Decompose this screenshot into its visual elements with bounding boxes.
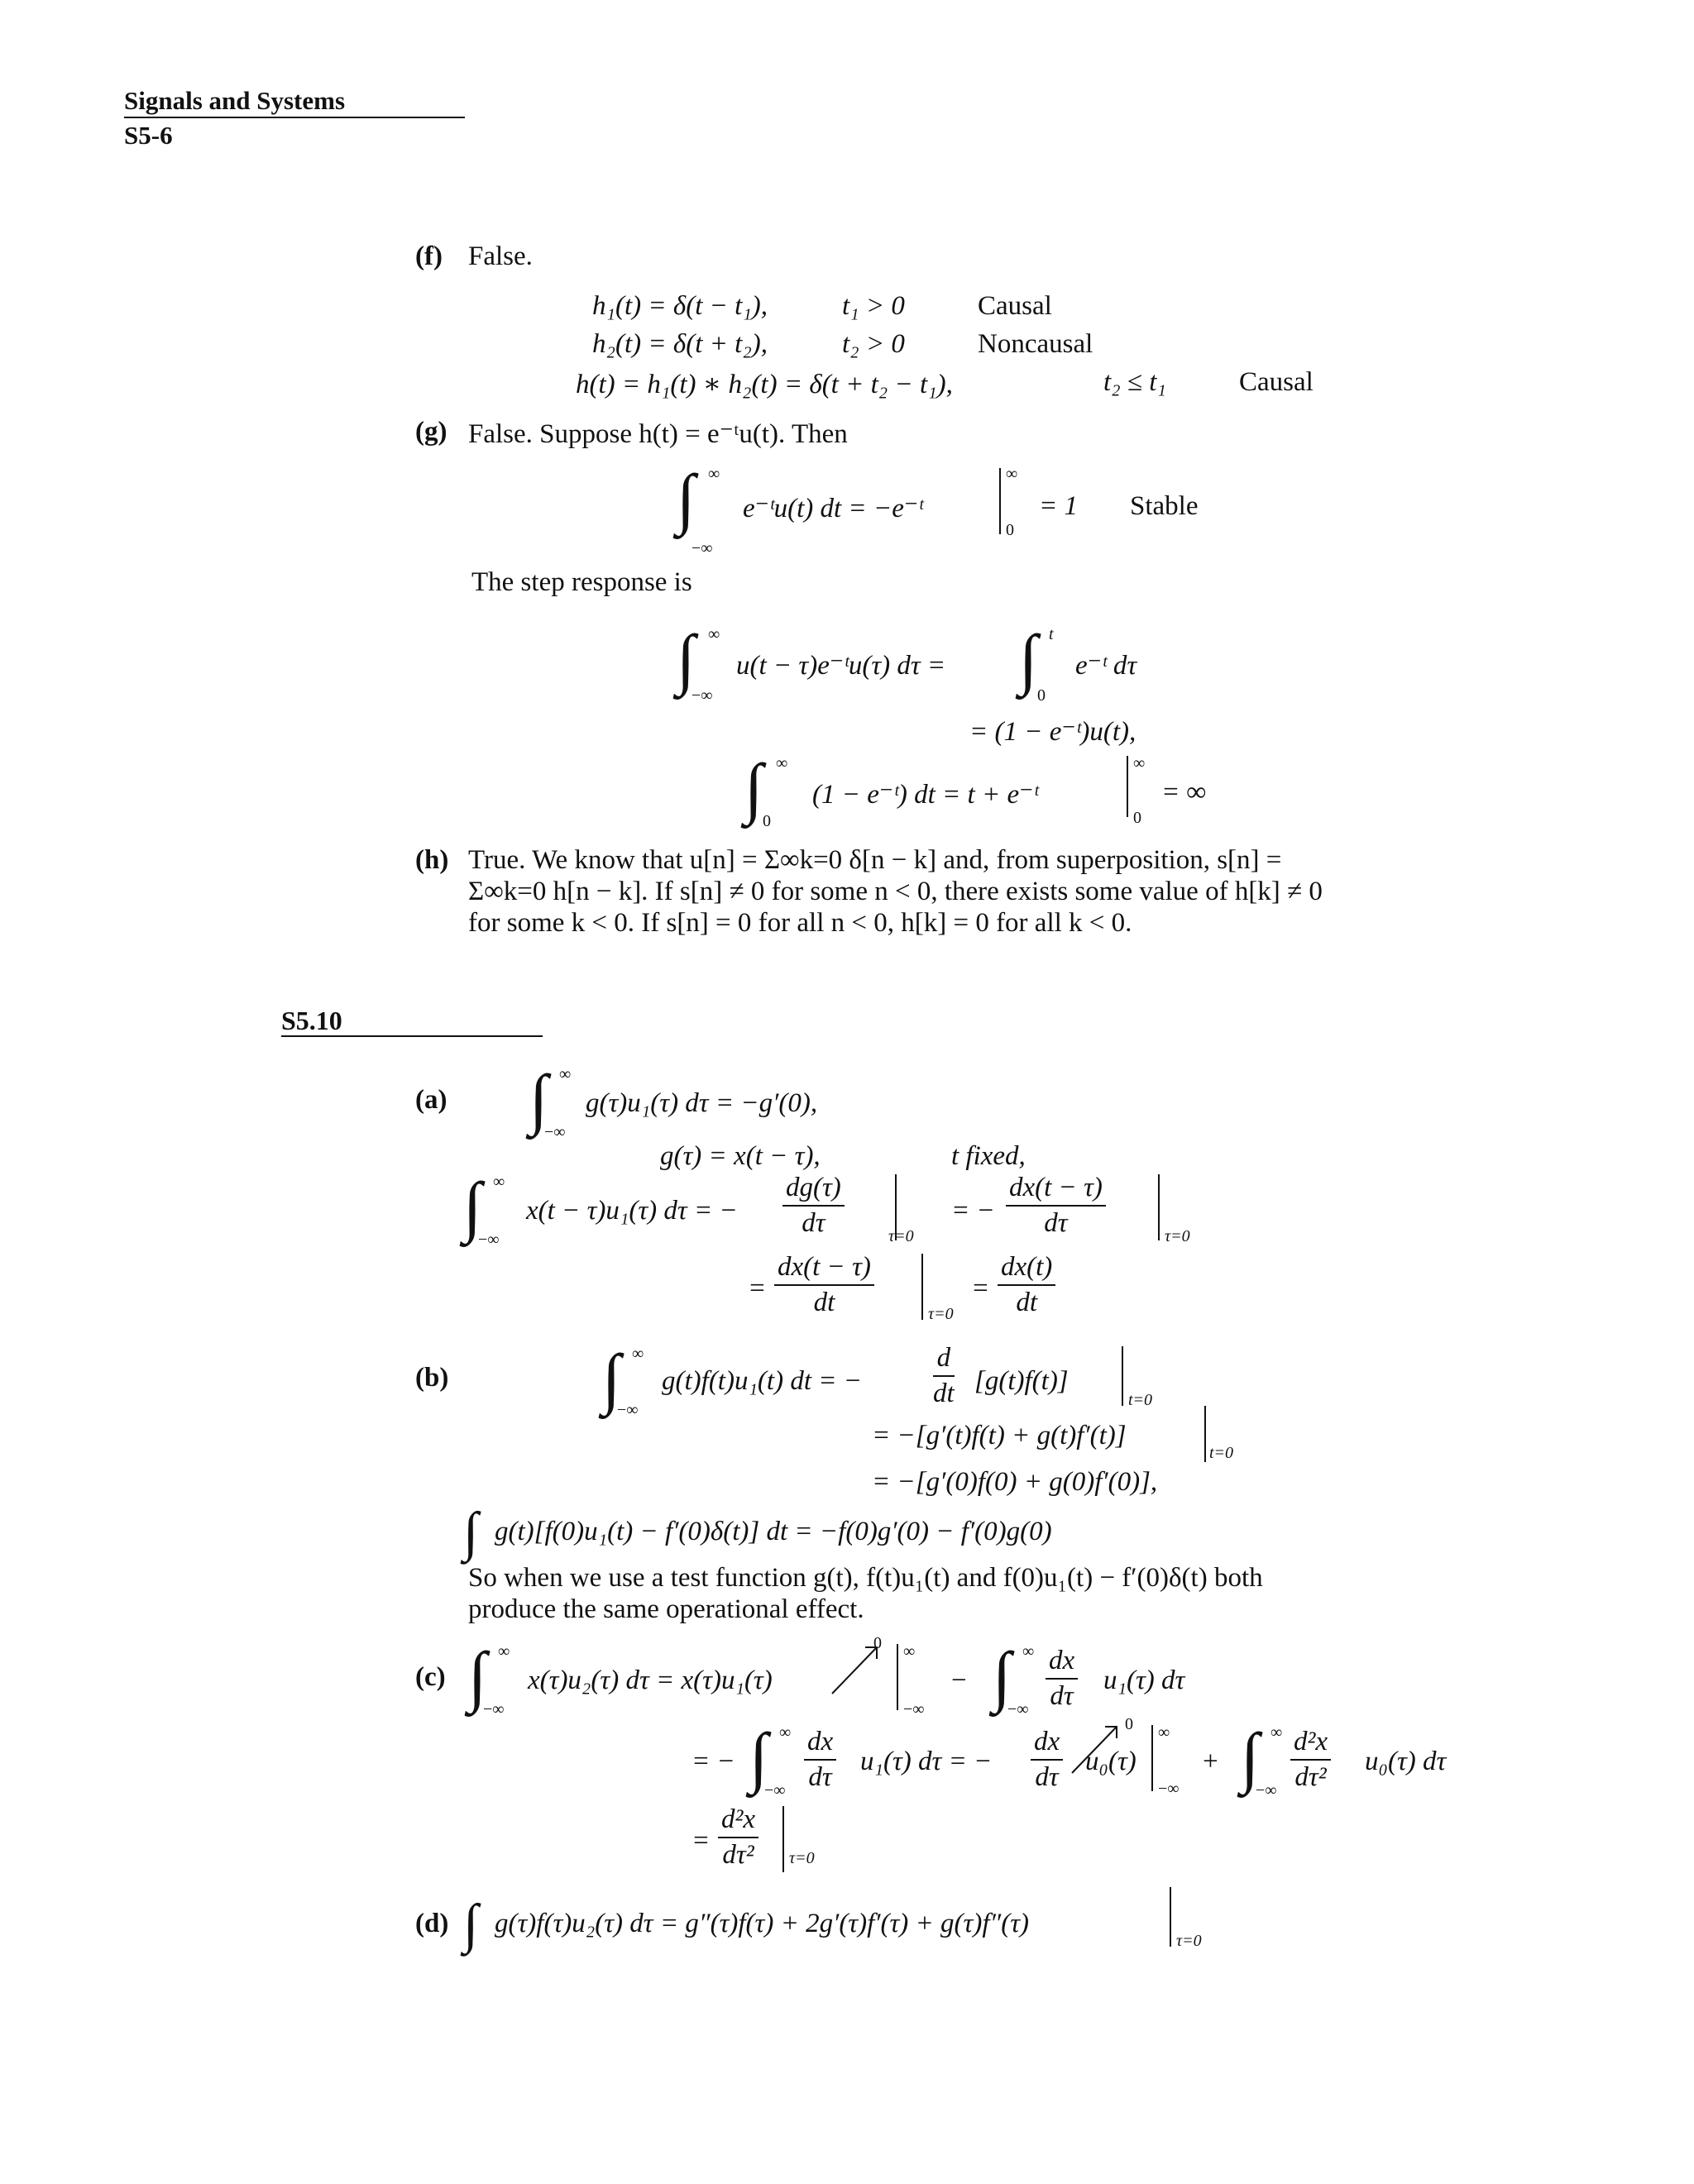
c-int3-lower: −∞ xyxy=(764,1781,786,1799)
part-h-line3: for some k < 0. If s[n] = 0 for all n < 0, h[k] = 0 for all k < 0. xyxy=(468,908,1132,938)
strike-arrow-2 xyxy=(1067,1720,1125,1778)
c-tau0: τ=0 xyxy=(789,1849,815,1867)
c-int4-upper: ∞ xyxy=(1270,1723,1283,1742)
c-frac-3: $\frac{dx}{d\tau}$ xyxy=(1031,1727,1063,1793)
g-eq1-lower: −∞ xyxy=(691,539,713,557)
c-eval-upper-2: ∞ xyxy=(1158,1723,1170,1742)
g-eq4: (1 − e⁻ᵗ) dt = t + e⁻ᵗ xyxy=(812,780,1039,810)
a-eq2: g(τ) = x(t − τ), xyxy=(660,1141,821,1171)
eval-bar xyxy=(897,1644,898,1710)
eval-bar xyxy=(999,468,1001,534)
d-eq1: g(τ)f(τ)u₂(τ) dτ = g″(τ)f(τ) + 2g′(τ)f′(τ) + g(τ)f″(τ) xyxy=(495,1909,1030,1938)
g-eq1-eval-lower: 0 xyxy=(1006,521,1014,539)
section-heading: S5.10 xyxy=(281,1006,342,1035)
header-rule xyxy=(124,117,465,118)
eval-bar xyxy=(1158,1174,1160,1240)
b-eq1: g(t)f(t)u₁(t) dt = − xyxy=(662,1366,863,1396)
c-eq1-rhs: u₁(τ) dτ xyxy=(1103,1665,1185,1695)
g-eq1-result: = 1 xyxy=(1039,491,1079,521)
part-a-label: (a) xyxy=(415,1085,447,1115)
c-frac-4: $\frac{\text{d²x}}{\text{dτ²}}$ xyxy=(1290,1727,1331,1793)
c-zero-2: 0 xyxy=(1125,1715,1133,1733)
a-eq3-upper: ∞ xyxy=(493,1173,505,1191)
eval-bar xyxy=(1151,1725,1153,1791)
part-h-label: (h) xyxy=(415,845,449,875)
c-zero-1: 0 xyxy=(873,1634,882,1652)
f-causal-3: Causal xyxy=(1239,367,1314,397)
b-eq1-rhs: [g(t)f(t)] xyxy=(974,1366,1069,1396)
integral-sign: ∫ xyxy=(744,750,763,825)
a-eq3-lower: −∞ xyxy=(478,1231,500,1249)
c-eq1-lower: −∞ xyxy=(483,1700,505,1718)
f-causal-1: Causal xyxy=(978,291,1052,321)
g-eq2r-lower: 0 xyxy=(1037,686,1046,705)
g-eq1: e⁻ᵗu(t) dt = −e⁻ᵗ xyxy=(743,494,923,523)
integral-sign: ∫ xyxy=(602,1341,621,1416)
eval-bar xyxy=(782,1806,784,1872)
integral-sign: ∫ xyxy=(749,1719,768,1795)
integral-sign: ∫ xyxy=(463,1502,479,1562)
a-frac-1: $\frac{dg(\tau)}{d\tau}$ xyxy=(782,1173,845,1239)
running-title: Signals and Systems xyxy=(124,86,346,115)
f-cond-2: t₂ > 0 xyxy=(842,329,905,359)
c-int4-lower: −∞ xyxy=(1256,1781,1277,1799)
a-eq2-note: t fixed, xyxy=(951,1141,1026,1171)
g-eq4-eval-lower: 0 xyxy=(1133,809,1141,827)
f-eq-h2: h₂(t) = δ(t + t₂), xyxy=(592,329,768,359)
c-eval-upper-1: ∞ xyxy=(903,1642,916,1661)
g-eq4-eval-upper: ∞ xyxy=(1133,754,1146,772)
f-cond-1: t₁ > 0 xyxy=(842,291,905,321)
f-noncausal: Noncausal xyxy=(978,329,1093,359)
c-eq3: = xyxy=(691,1826,711,1856)
a-tau0-3: τ=0 xyxy=(928,1305,954,1323)
c-int3-upper: ∞ xyxy=(779,1723,792,1742)
part-f-label: (f) xyxy=(415,241,443,271)
eval-bar xyxy=(921,1254,923,1320)
d-tau0: τ=0 xyxy=(1176,1932,1202,1950)
c-eq1-upper: ∞ xyxy=(498,1642,510,1661)
a-tau0-1: τ=0 xyxy=(888,1227,914,1245)
c-frac-1: $\frac{dx}{d\tau}$ xyxy=(1046,1646,1078,1712)
page-number: S5-6 xyxy=(124,121,173,150)
f-eq-h: h(t) = h₁(t) ∗ h₂(t) = δ(t + t₂ − t₁), xyxy=(576,370,953,399)
integral-sign: ∫ xyxy=(529,1061,548,1136)
integral-sign: ∫ xyxy=(468,1638,487,1713)
integral-sign: ∫ xyxy=(463,1168,482,1244)
section-rule xyxy=(281,1035,543,1037)
eval-bar xyxy=(1127,756,1128,817)
eval-bar xyxy=(1122,1346,1123,1406)
b-t0-2: t=0 xyxy=(1209,1444,1234,1462)
integral-sign: ∫ xyxy=(1019,621,1038,696)
g-eq4-lower: 0 xyxy=(763,812,771,830)
g-eq1-eval-upper: ∞ xyxy=(1006,465,1018,483)
a-frac-2: $\frac{dx(t - \tau)}{d\tau}$ xyxy=(1006,1173,1106,1239)
a-frac-4: $\frac{dx(t)}{dt}$ xyxy=(998,1252,1055,1318)
a-tau0-2: τ=0 xyxy=(1165,1227,1190,1245)
b-text-1: So when we use a test function g(t), f(t)u₁(t) and f(0)u₁(t) − f′(0)δ(t) both xyxy=(468,1563,1263,1593)
c-eval-lower-1: −∞ xyxy=(903,1700,925,1718)
g-eq3: = (1 − e⁻ᵗ)u(t), xyxy=(969,717,1137,747)
integral-sign: ∫ xyxy=(1241,1719,1260,1795)
c-eq2-mid: u₁(τ) dτ = − xyxy=(860,1747,993,1776)
part-g-label: (g) xyxy=(415,417,447,447)
g-eq1-upper: ∞ xyxy=(708,465,720,483)
a-eq4: = xyxy=(748,1274,767,1303)
c-frac-5: $\frac{\text{d²x}}{\text{dτ²}}$ xyxy=(718,1804,758,1871)
a-eq3-mid: = − xyxy=(951,1196,995,1226)
c-frac-2: $\frac{dx}{d\tau}$ xyxy=(804,1727,836,1793)
a-eq1-lower: −∞ xyxy=(544,1123,566,1141)
c-eval-lower-2: −∞ xyxy=(1158,1780,1180,1798)
c-eq1-minus: − xyxy=(950,1665,969,1695)
g-eq2-lower: −∞ xyxy=(691,686,713,705)
b-frac-1: $\frac{d}{dt}$ xyxy=(933,1343,955,1408)
c-eq2-rhs: u₀(τ) dτ xyxy=(1365,1747,1447,1776)
c-eq2: = − xyxy=(691,1747,735,1776)
b-text-2: produce the same operational effect. xyxy=(468,1594,864,1624)
b-t0-1: t=0 xyxy=(1128,1391,1153,1409)
g-stable: Stable xyxy=(1130,491,1199,521)
c-int2-upper: ∞ xyxy=(1022,1642,1035,1661)
part-h-line2: Σ∞k=0 h[n − k]. If s[n] ≠ 0 for some n < 0, there exists some value of h[k] ≠ 0 xyxy=(468,877,1323,906)
b-eq3: = −[g′(0)f(0) + g(0)f′(0)], xyxy=(872,1467,1158,1497)
a-eq4-mid: = xyxy=(971,1274,990,1303)
part-b-label: (b) xyxy=(415,1363,449,1393)
integral-sign: ∫ xyxy=(463,1894,479,1954)
a-eq1: g(τ)u₁(τ) dτ = −g′(0), xyxy=(586,1088,818,1118)
b-eq4: g(t)[f(0)u₁(t) − f′(0)δ(t)] dt = −f(0)g′(0) − f′(0)g(0) xyxy=(495,1517,1052,1546)
integral-sign: ∫ xyxy=(677,461,696,536)
part-c-label: (c) xyxy=(415,1662,446,1692)
c-plus: + xyxy=(1201,1747,1220,1776)
integral-sign: ∫ xyxy=(993,1638,1012,1713)
g-eq2-upper: ∞ xyxy=(708,625,720,643)
b-eq2: = −[g′(t)f(t) + g(t)f′(t)] xyxy=(872,1421,1127,1450)
b-eq1-lower: −∞ xyxy=(617,1401,639,1419)
a-eq3: x(t − τ)u₁(τ) dτ = − xyxy=(526,1196,738,1226)
c-eq2-u0: u₀(τ) xyxy=(1085,1747,1137,1776)
part-h-line1: True. We know that u[n] = Σ∞k=0 δ[n − k] and, from superposition, s[n] = xyxy=(468,845,1282,875)
g-eq4-upper: ∞ xyxy=(776,754,788,772)
part-d-label: (d) xyxy=(415,1909,449,1938)
g-eq2-rhs: e⁻ᵗ dτ xyxy=(1075,651,1137,681)
part-g-text: False. Suppose h(t) = e⁻ᵗu(t). Then xyxy=(468,419,848,449)
g-eq4-result: = ∞ xyxy=(1161,777,1207,807)
c-int2-lower: −∞ xyxy=(1007,1700,1029,1718)
f-eq-h1: h₁(t) = δ(t − t₁), xyxy=(592,291,768,321)
eval-bar xyxy=(1204,1406,1206,1462)
step-response-text: The step response is xyxy=(471,567,692,597)
b-eq1-upper: ∞ xyxy=(632,1345,644,1363)
a-eq1-upper: ∞ xyxy=(559,1065,572,1083)
part-f-verdict: False. xyxy=(468,241,533,271)
g-eq2: u(t − τ)e⁻ᵗu(τ) dτ = xyxy=(736,651,946,681)
f-cond-3: t₂ ≤ t₁ xyxy=(1103,367,1166,397)
integral-sign: ∫ xyxy=(677,621,696,696)
eval-bar xyxy=(1170,1887,1171,1947)
a-frac-3: $\frac{dx(t - \tau)}{dt}$ xyxy=(774,1252,874,1318)
c-eq1: x(τ)u₂(τ) dτ = x(τ)u₁(τ) xyxy=(528,1665,773,1695)
g-eq2r-upper: t xyxy=(1049,625,1054,643)
